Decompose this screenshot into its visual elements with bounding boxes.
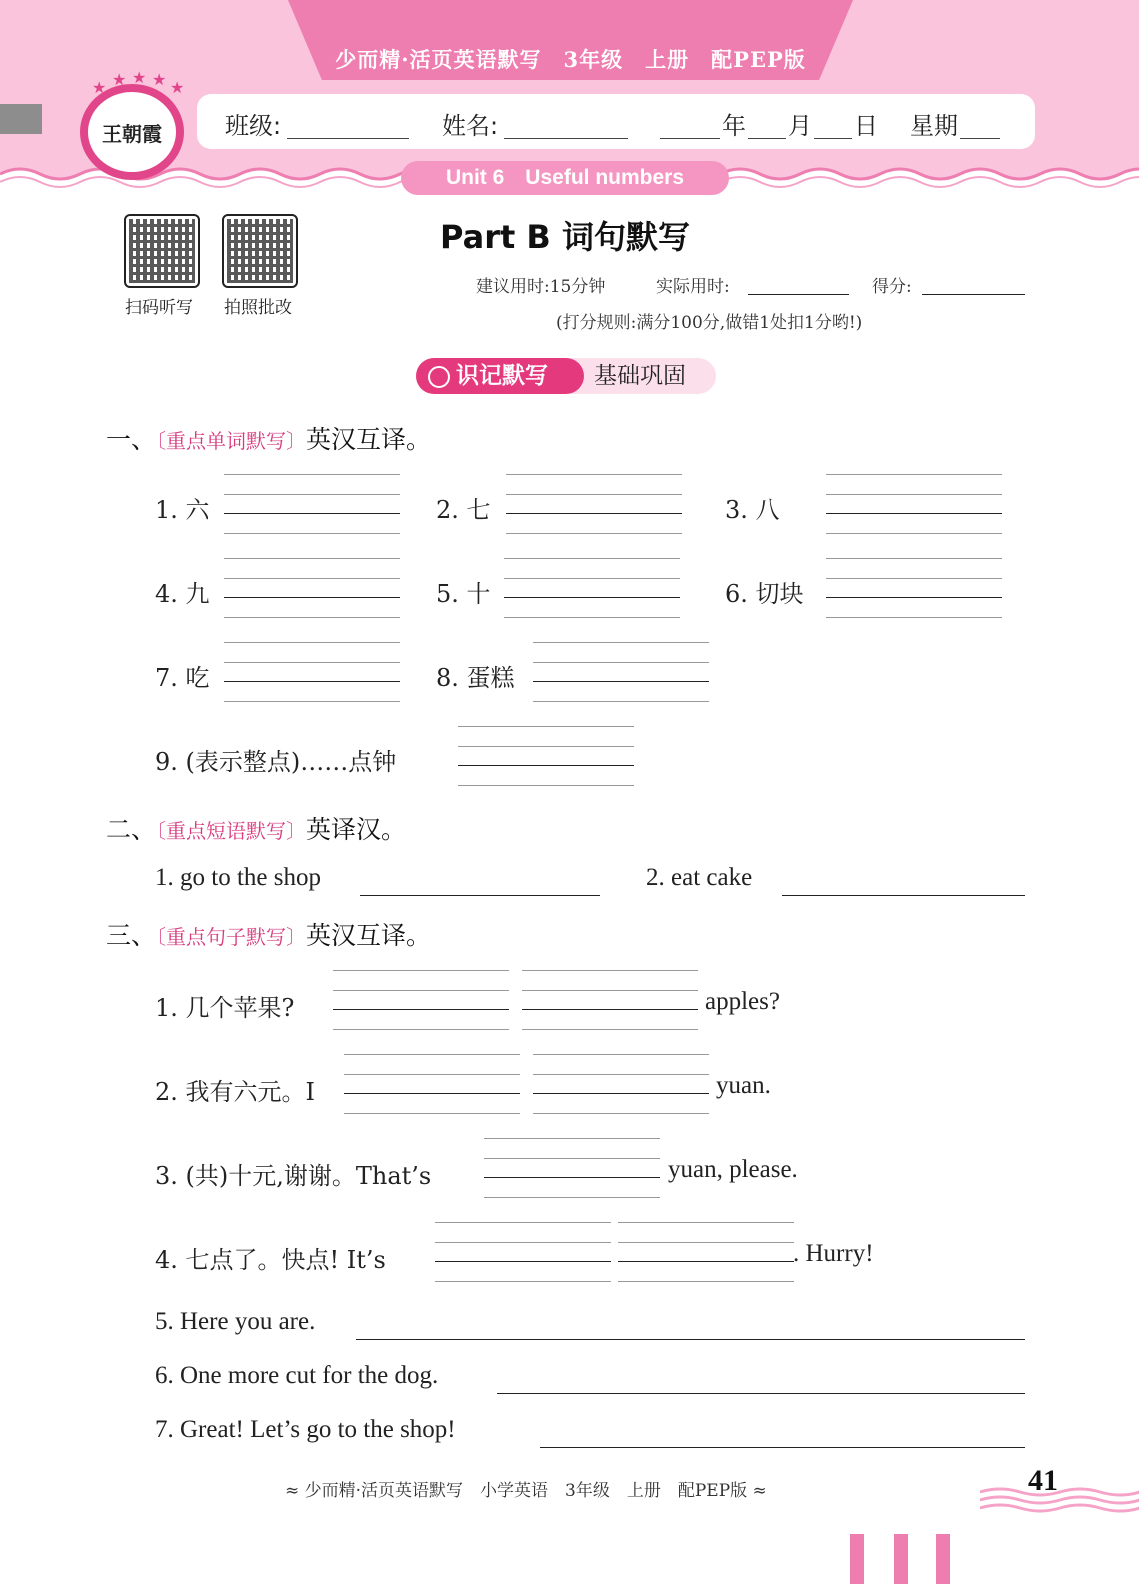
grid-line [224, 681, 400, 682]
page-number: 41 [1028, 1464, 1058, 1497]
phrase-answer-2[interactable] [782, 895, 1025, 896]
four-line-grid[interactable] [826, 474, 1002, 534]
grid-line [333, 1029, 509, 1030]
grid-line [224, 662, 400, 663]
section1-heading [106, 420, 431, 456]
grid-line [522, 1009, 698, 1010]
star-icon: ★ [132, 68, 147, 87]
grid-line [333, 1009, 509, 1010]
four-line-grid[interactable] [224, 558, 400, 618]
grid-line [826, 513, 1002, 514]
grid-line [224, 642, 400, 643]
four-line-grid[interactable] [224, 474, 400, 534]
grid-line [484, 1177, 660, 1178]
sentence-1-prefix: 1. 几个苹果? [155, 994, 295, 1022]
grid-line [504, 578, 680, 579]
grid-line [333, 970, 509, 971]
four-line-grid[interactable] [533, 642, 709, 702]
weekday-label: 星期 [910, 112, 958, 140]
grid-line [484, 1138, 660, 1139]
section1-instruction: 英汉互译。 [306, 425, 432, 454]
word-item-1: 1. 六 [155, 496, 210, 524]
word-item-5: 5. 十 [436, 580, 491, 608]
grid-line [506, 474, 682, 475]
page-edge-bar [894, 1534, 908, 1584]
grid-line [506, 494, 682, 495]
four-line-grid[interactable] [506, 474, 682, 534]
grid-line [618, 1281, 794, 1282]
section1-number: 一、 [106, 425, 157, 454]
actual-time-field[interactable] [748, 294, 849, 295]
badge-left-label: 识记默写 [456, 363, 548, 389]
series-title: 少而精·活页英语默写 3年级 上册 配PEP版 [335, 47, 806, 72]
word-item-9: 9. (表示整点)……点钟 [155, 748, 397, 776]
phrase-item-2: 2. eat cake [646, 864, 753, 891]
section2-tag: 〔重点短语默写〕 [156, 819, 307, 843]
footer-text: ≈ 少而精·活页英语默写 小学英语 3年级 上册 配PEP版 ≈ [285, 1481, 767, 1501]
grid-line [333, 990, 509, 991]
grid-line [458, 785, 634, 786]
grid-line [224, 558, 400, 559]
sentence-3-prefix: 3. (共)十元,谢谢。That’s [155, 1162, 432, 1190]
month-label: 月 [788, 112, 812, 140]
grid-line [533, 1113, 709, 1114]
grid-line [435, 1222, 611, 1223]
grid-line [533, 701, 709, 702]
grid-line [224, 494, 400, 495]
word-item-3: 3. 八 [725, 496, 780, 524]
score-label: 得分: [872, 277, 912, 297]
day-field[interactable] [814, 138, 852, 139]
four-line-grid[interactable] [522, 970, 698, 1030]
grid-line [533, 662, 709, 663]
sentence-1-suffix: apples? [705, 988, 780, 1015]
grid-line [826, 533, 1002, 534]
grid-line [533, 1093, 709, 1094]
actual-time-label: 实际用时: [656, 277, 730, 297]
grid-line [224, 597, 400, 598]
grid-line [826, 597, 1002, 598]
grid-line [826, 558, 1002, 559]
word-item-8: 8. 蛋糕 [436, 664, 515, 692]
sentence-5-answer[interactable] [356, 1339, 1025, 1340]
side-tab [0, 104, 42, 134]
four-line-grid[interactable] [224, 642, 400, 702]
section1-tag: 〔重点单词默写〕 [156, 429, 307, 453]
section3-instruction: 英汉互译。 [306, 921, 432, 950]
grid-line [458, 726, 634, 727]
suggested-time: 建议用时:15分钟 [476, 277, 606, 297]
day-label: 日 [854, 112, 878, 140]
star-icon: ★ [92, 78, 107, 97]
section3-heading [106, 916, 431, 952]
word-item-7: 7. 吃 [155, 664, 210, 692]
sentence-2-suffix: yuan. [716, 1072, 771, 1099]
medal-icon [428, 366, 450, 388]
grid-line [224, 474, 400, 475]
footer-wave [980, 1486, 1139, 1516]
phrase-answer-1[interactable] [360, 895, 600, 896]
grid-line [533, 1074, 709, 1075]
sentence-2-prefix: 2. 我有六元。I [155, 1078, 316, 1106]
word-item-2: 2. 七 [436, 496, 491, 524]
sentence-4-prefix: 4. 七点了。快点! It’s [155, 1246, 386, 1274]
grid-line [435, 1242, 611, 1243]
word-item-4: 4. 九 [155, 580, 210, 608]
grid-line [344, 1113, 520, 1114]
name-field[interactable] [504, 138, 628, 139]
grid-line [224, 701, 400, 702]
four-line-grid[interactable] [435, 1222, 611, 1282]
scoring-rule: (打分规则:满分100分,做错1处扣1分哟!) [556, 313, 863, 333]
four-line-grid[interactable] [458, 726, 634, 786]
class-label: 班级: [225, 112, 282, 140]
grid-line [458, 765, 634, 766]
grid-line [533, 1054, 709, 1055]
grid-line [344, 1093, 520, 1094]
page-edge-bar [936, 1534, 950, 1584]
year-label: 年 [722, 112, 746, 140]
grid-line [435, 1281, 611, 1282]
grid-line [504, 617, 680, 618]
four-line-grid[interactable] [504, 558, 680, 618]
sentence-3-suffix: yuan, please. [668, 1156, 798, 1183]
grid-line [504, 558, 680, 559]
grid-line [533, 681, 709, 682]
qr-code-photo[interactable] [222, 214, 298, 288]
grid-line [826, 617, 1002, 618]
grid-line [458, 746, 634, 747]
logo-text: 王朝霞 [102, 122, 162, 146]
grid-line [826, 494, 1002, 495]
badge-right-label: 基础巩固 [594, 363, 686, 389]
grid-line [344, 1074, 520, 1075]
grid-line [484, 1158, 660, 1159]
score-field[interactable] [922, 294, 1025, 295]
sentence-7-answer[interactable] [540, 1447, 1025, 1448]
grid-line [522, 970, 698, 971]
name-label: 姓名: [442, 112, 499, 140]
grid-line [435, 1261, 611, 1262]
grid-line [618, 1242, 794, 1243]
sentence-5: 5. Here you are. [155, 1308, 316, 1335]
grid-line [224, 617, 400, 618]
grid-line [344, 1054, 520, 1055]
section2-heading [106, 810, 406, 846]
month-field[interactable] [748, 138, 786, 139]
section3-tag: 〔重点句子默写〕 [156, 925, 307, 949]
grid-line [504, 597, 680, 598]
page-edge-bar [850, 1534, 864, 1584]
phrase-item-1: 1. go to the shop [155, 864, 321, 891]
grid-line [224, 533, 400, 534]
sentence-6: 6. One more cut for the dog. [155, 1362, 439, 1389]
star-icon: ★ [112, 70, 127, 89]
section2-instruction: 英译汉。 [306, 815, 407, 844]
class-field[interactable] [287, 138, 409, 139]
four-line-grid[interactable] [826, 558, 1002, 618]
section3-number: 三、 [106, 921, 157, 950]
grid-line [224, 513, 400, 514]
four-line-grid[interactable] [344, 1054, 520, 1114]
sentence-4-suffix: . Hurry! [793, 1240, 874, 1267]
grid-line [533, 642, 709, 643]
grid-line [484, 1197, 660, 1198]
qr-code-listen[interactable] [124, 214, 200, 288]
word-item-6: 6. 切块 [725, 580, 804, 608]
four-line-grid[interactable] [618, 1222, 794, 1282]
qr-listen-label: 扫码听写 [125, 298, 193, 318]
star-icon: ★ [152, 70, 167, 89]
part-title: Part B 词句默写 [440, 218, 690, 256]
year-field[interactable] [660, 138, 720, 139]
badge-memorize [416, 358, 584, 394]
sentence-6-answer[interactable] [497, 1393, 1025, 1394]
grid-line [826, 474, 1002, 475]
unit-banner: Unit 6 Useful numbers [401, 161, 729, 195]
sentence-7: 7. Great! Let’s go to the shop! [155, 1416, 456, 1443]
section2-number: 二、 [106, 815, 157, 844]
four-line-grid[interactable] [533, 1054, 709, 1114]
grid-line [506, 533, 682, 534]
qr-photo-label: 拍照批改 [224, 298, 292, 318]
star-icon: ★ [170, 78, 185, 97]
four-line-grid[interactable] [333, 970, 509, 1030]
grid-line [522, 990, 698, 991]
grid-line [506, 513, 682, 514]
grid-line [618, 1261, 794, 1262]
grid-line [224, 578, 400, 579]
grid-line [826, 578, 1002, 579]
four-line-grid[interactable] [484, 1138, 660, 1198]
weekday-field[interactable] [960, 138, 1000, 139]
grid-line [618, 1222, 794, 1223]
grid-line [522, 1029, 698, 1030]
